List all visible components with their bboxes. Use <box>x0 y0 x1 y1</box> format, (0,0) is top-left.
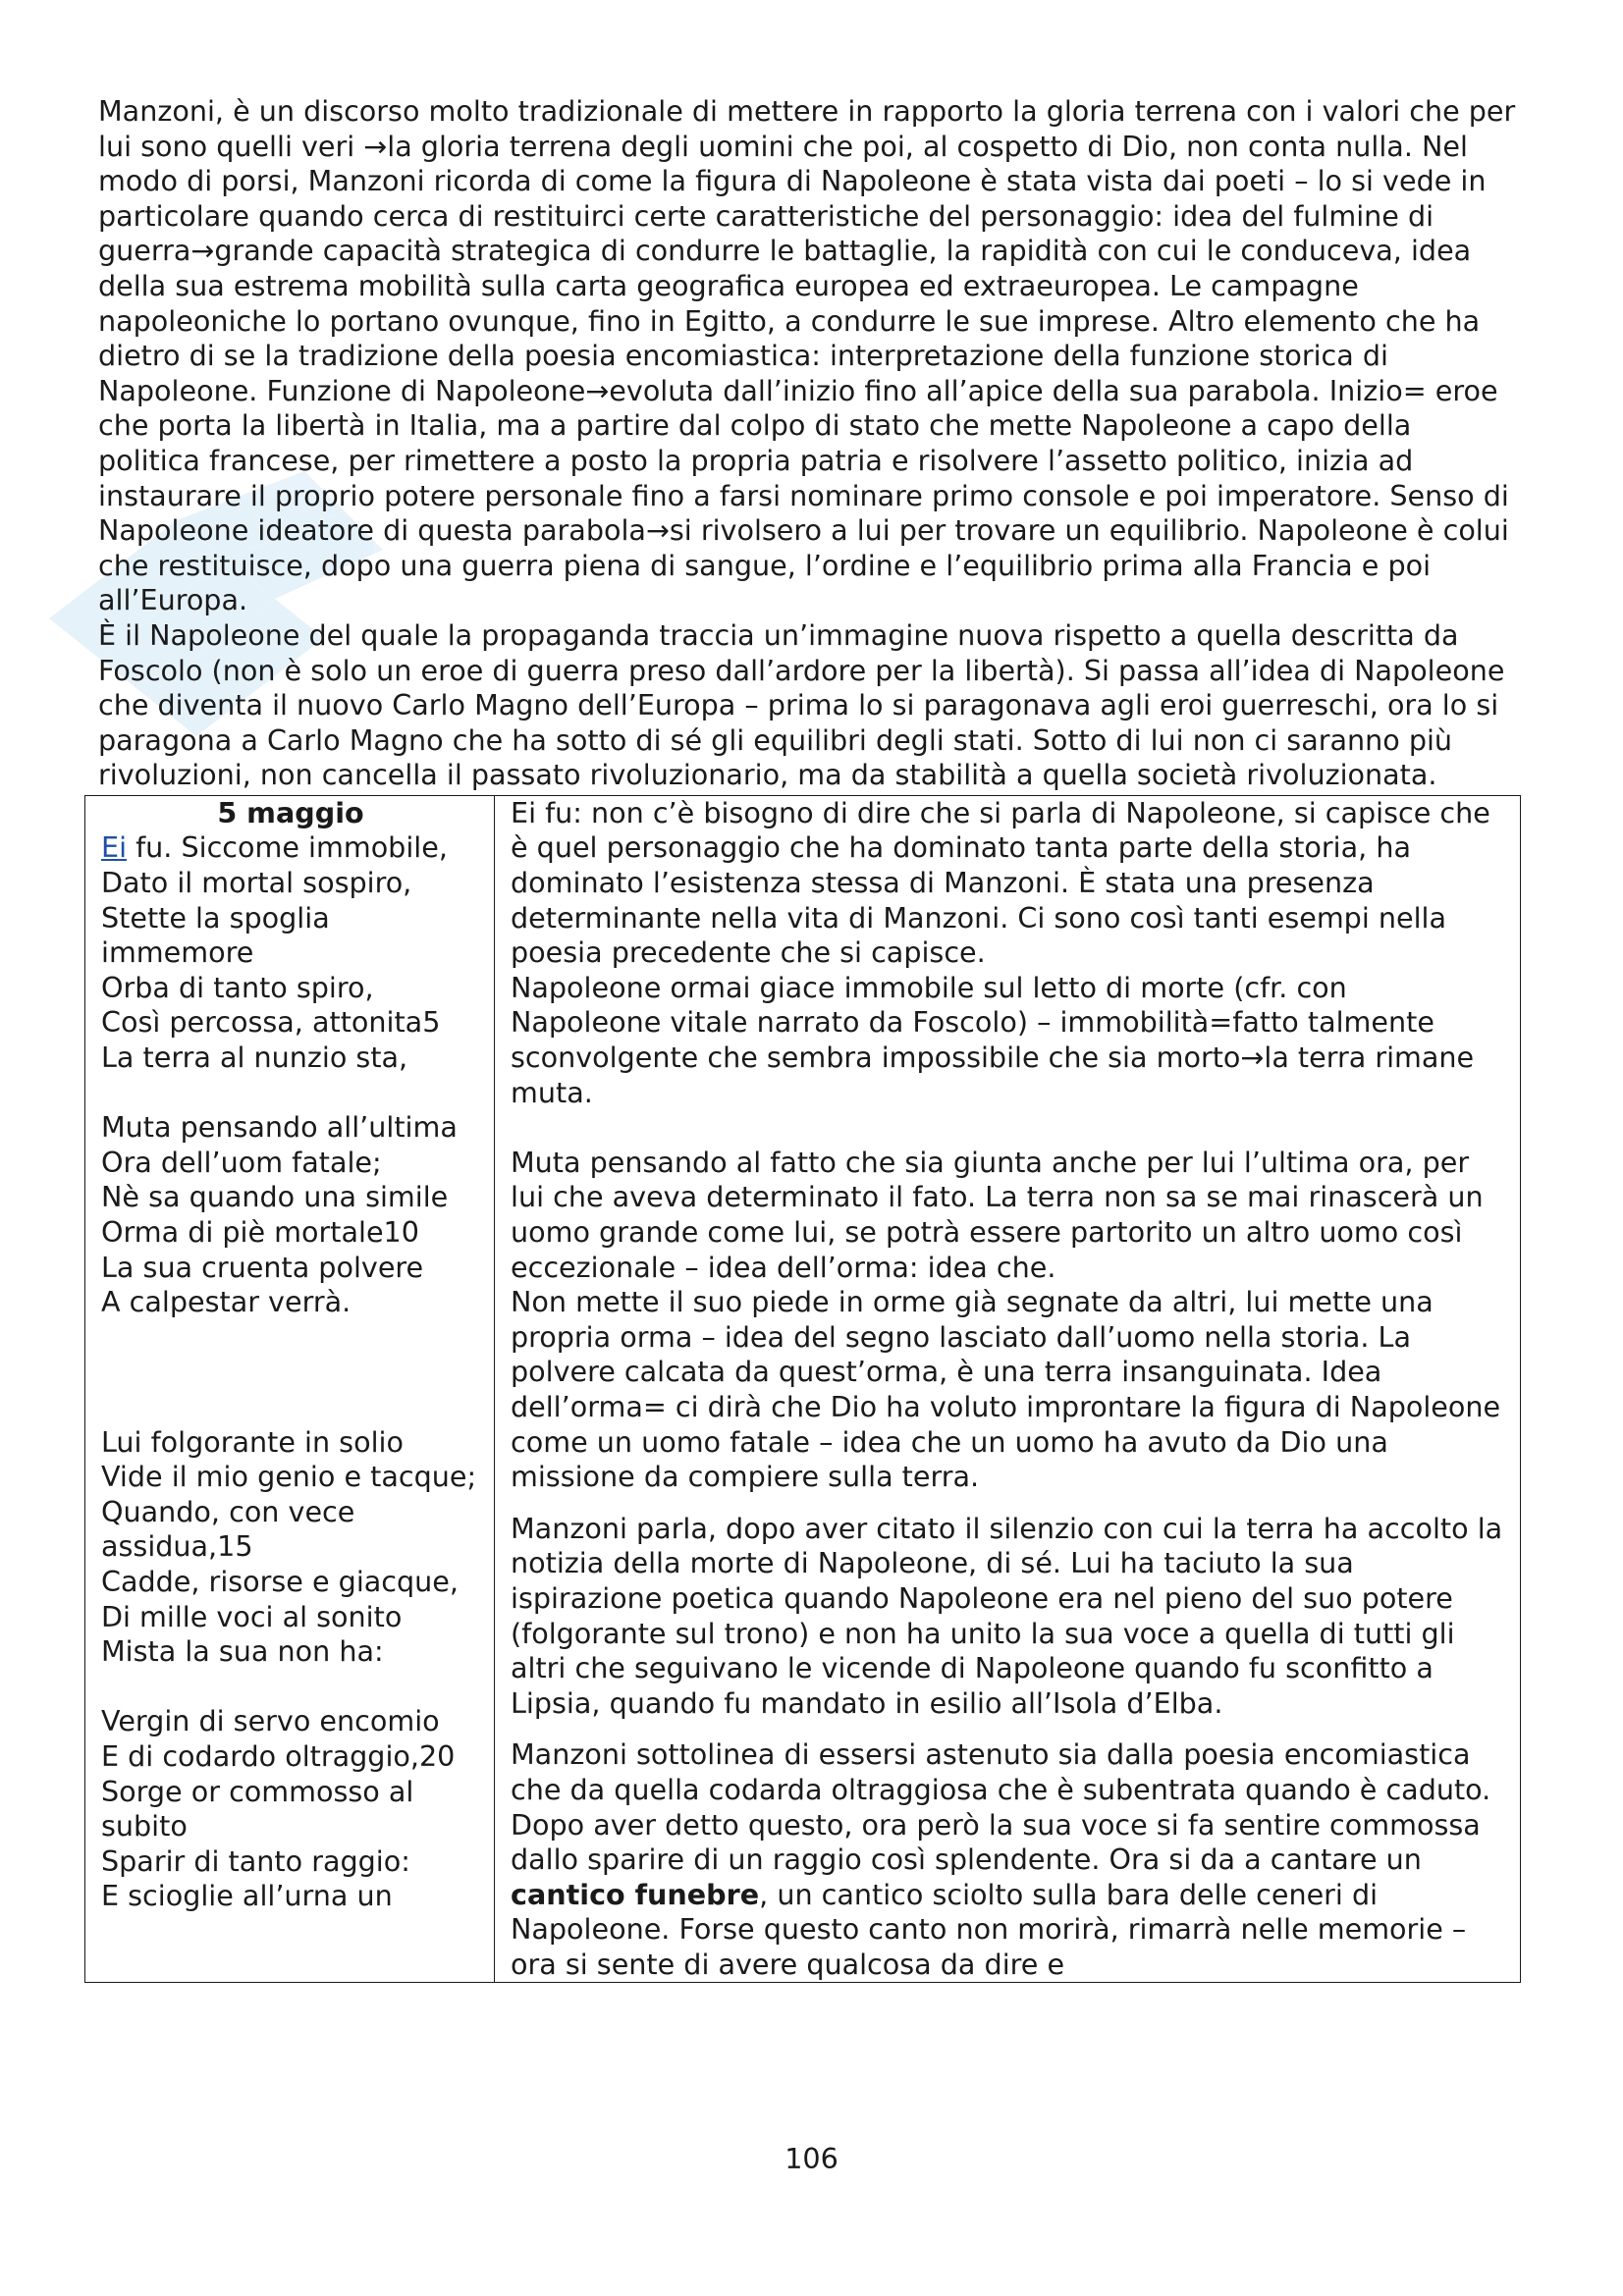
poem-line: La sua cruenta polvere <box>101 1250 424 1284</box>
poem-line: Lui folgorante in solio <box>101 1424 404 1459</box>
poem-line: Di mille voci al sonito <box>101 1599 403 1633</box>
poem-stanza <box>101 866 480 1076</box>
poem-line: Orba di tanto spiro, <box>101 970 374 1004</box>
commentary-text: Manzoni sottolinea di essersi astenuto sia dalla poesia encomiastica che da quella codarda oltraggiosa che è subentrata quando è caduto. Dopo aver detto questo, ora però la sua voce si fa sentire commossa dallo sparire di un raggio così splendente. Ora si da a cantare un <box>511 1737 1491 1877</box>
commentary-paragraph: Napoleone ormai giace immobile sul letto di morte (cfr. con Napoleone vitale narrato da Foscolo) – immobilità=fatto talmente sconvolgente che sembra impossibile che sia morto→la terra rimane muta. <box>511 970 1475 1109</box>
poem-column <box>85 795 495 1983</box>
poem-line: fu. Siccome immobile, <box>127 830 448 865</box>
commentary-text: , un cantico sciolto sulla bara delle ceneri di Napoleone. Forse questo canto non morirà, rimarrà nelle memorie – ora si sente di avere qualcosa da dire e <box>511 1877 1467 1981</box>
commentary-block <box>511 1512 1506 1722</box>
commentary-bold-term: cantico funebre <box>511 1877 760 1911</box>
poem-line: Mista la sua non ha: <box>101 1634 384 1669</box>
commentary-paragraph: Non mette il suo piede in orme già segnate da altri, lui mette una propria orma – idea del segno lasciato dall’uomo nella storia. La polvere calcata da quest’orma, è una terra insanguinata. Idea dell’orma= ci dirà che Dio ha voluto improntare la figura di Napoleone come un uomo fatale – idea che un uomo ha avuto da Dio una missione da compiere sulla terra. <box>511 1285 1501 1494</box>
poem-line: E scioglie all’urna un <box>101 1879 393 1913</box>
poem-first-word-link[interactable]: Ei <box>101 830 128 865</box>
commentary-block <box>511 796 1506 1110</box>
poem-line: Quando, con vece assidua,15 <box>101 1494 355 1564</box>
poem-line: Sparir di tanto raggio: <box>101 1843 410 1878</box>
poem-line: Vergin di servo encomio <box>101 1704 440 1738</box>
poem-line: La terra al nunzio sta, <box>101 1041 408 1075</box>
poem-stanza <box>101 1704 480 1914</box>
page-content <box>98 94 1522 1983</box>
poem-line: A calpestar verrà. <box>101 1285 352 1319</box>
intro-paragraph: È il Napoleone del quale la propaganda traccia un’immagine nuova rispetto a quella descritta da Foscolo (non è solo un eroe di guerra preso dall’ardore per la libertà). Si passa all’idea di Napoleone che diventa il nuovo Carlo Magno dell’Europa – prima lo si paragonava agli eroi guerreschi, ora lo si paragona a Carlo Magno che ha sotto di sé gli equilibri degli stati. Sotto di lui non ci saranno più rivoluzioni, non cancella il passato rivoluzionario, ma da stabilità a quella società rivoluzionata. <box>98 617 1505 792</box>
poem-stanza <box>101 1110 480 1320</box>
commentary-column <box>495 795 1521 1983</box>
poem-line: Sorge or commosso al subito <box>101 1774 414 1843</box>
poem-line: E di codardo oltraggio,20 <box>101 1738 456 1773</box>
commentary-paragraph: Manzoni parla, dopo aver citato il silenzio con cui la terra ha accolto la notizia della morte di Napoleone, di sé. Lui ha taciuto la sua ispirazione poetica quando Napoleone era nel pieno del suo potere (folgorante sul trono) e non ha unito la sua voce a quella di tutti gli altri che seguivano le vicende di Napoleone quando fu sconfitto a Lipsia, quando fu mandato in esilio all’Isola d’Elba. <box>511 1511 1503 1720</box>
page-number: 106 <box>784 2142 839 2175</box>
poem-line: Vide il mio genio e tacque; <box>101 1460 477 1494</box>
poem-line: Stette la spoglia immemore <box>101 900 330 970</box>
poem-commentary-table <box>84 795 1521 1984</box>
poem-line: Orma di piè mortale10 <box>101 1215 419 1249</box>
commentary-paragraph <box>511 1737 1506 1982</box>
poem-line: Muta pensando all’ultima <box>101 1110 458 1145</box>
poem-line: Dato il mortal sospiro, <box>101 866 412 900</box>
commentary-paragraph: Ei fu: non c’è bisogno di dire che si parla di Napoleone, si capisce che è quel personaggio che ha dominato tanta parte della storia, ha dominato l’esistenza stessa di Manzoni. È stata una presenza determinante nella vita di Manzoni. Ci sono così tanti esempi nella poesia precedente che si capisce. <box>511 795 1490 970</box>
poem-title: 5 maggio <box>217 795 364 829</box>
poem-line: Nè sa quando una simile <box>101 1180 449 1214</box>
commentary-block <box>511 1146 1506 1495</box>
poem-first-line <box>101 830 480 866</box>
poem-line: Così percossa, attonita5 <box>101 1005 441 1040</box>
commentary-paragraph: Muta pensando al fatto che sia giunta anche per lui l’ultima ora, per lui che aveva determinato il fato. La terra non sa se mai rinascerà un uomo grande come lui, se potrà essere partorito un altro uomo così eccezionale – idea dell’orma: idea che. <box>511 1145 1484 1284</box>
poem-line: Cadde, risorse e giacque, <box>101 1564 459 1598</box>
intro-paragraph: Manzoni, è un discorso molto tradizionale di mettere in rapporto la gloria terrena con i valori che per lui sono quelli veri →la gloria terrena degli uomini che poi, al cospetto di Dio, non conta nulla. Nel modo di porsi, Manzoni ricorda di come la figura di Napoleone è stata vista dai poeti – lo si vede in particolare quando cerca di restituirci certe caratteristiche del personaggio: idea del fulmine di guerra→grande capacità strategica di condurre le battaglie, la rapidità con cui le conduceva, idea della sua estrema mobilità sulla carta geografica europea ed extraeuropea. Le campagne napoleoniche lo portano ovunque, fino in Egitto, a condurre le sue imprese. Altro elemento che ha dietro di se la tradizione della poesia encomiastica: interpretazione della funzione storica di Napoleone. Funzione di Napoleone→evoluta dall’inizio fino all’apice della sua parabola. Inizio= eroe che porta la libertà in Italia, ma a partire dal colpo di stato che mette Napoleone a capo della politica francese, per rimettere a posto la propria patria e risolvere l’assetto politico, inizia ad instaurare il proprio potere personale fino a farsi nominare primo console e poi imperatore. Senso di Napoleone ideatore di questa parabola→si rivolsero a lui per trovare un equilibrio. Napoleone è colui che restituisce, dopo una guerra piena di sangue, l’ordine e l’equilibrio prima alla Francia e poi all’Europa. <box>98 94 1516 617</box>
commentary-block <box>511 1737 1506 1982</box>
poem-stanza <box>101 1425 480 1670</box>
poem-line: Ora dell’uom fatale; <box>101 1145 382 1179</box>
